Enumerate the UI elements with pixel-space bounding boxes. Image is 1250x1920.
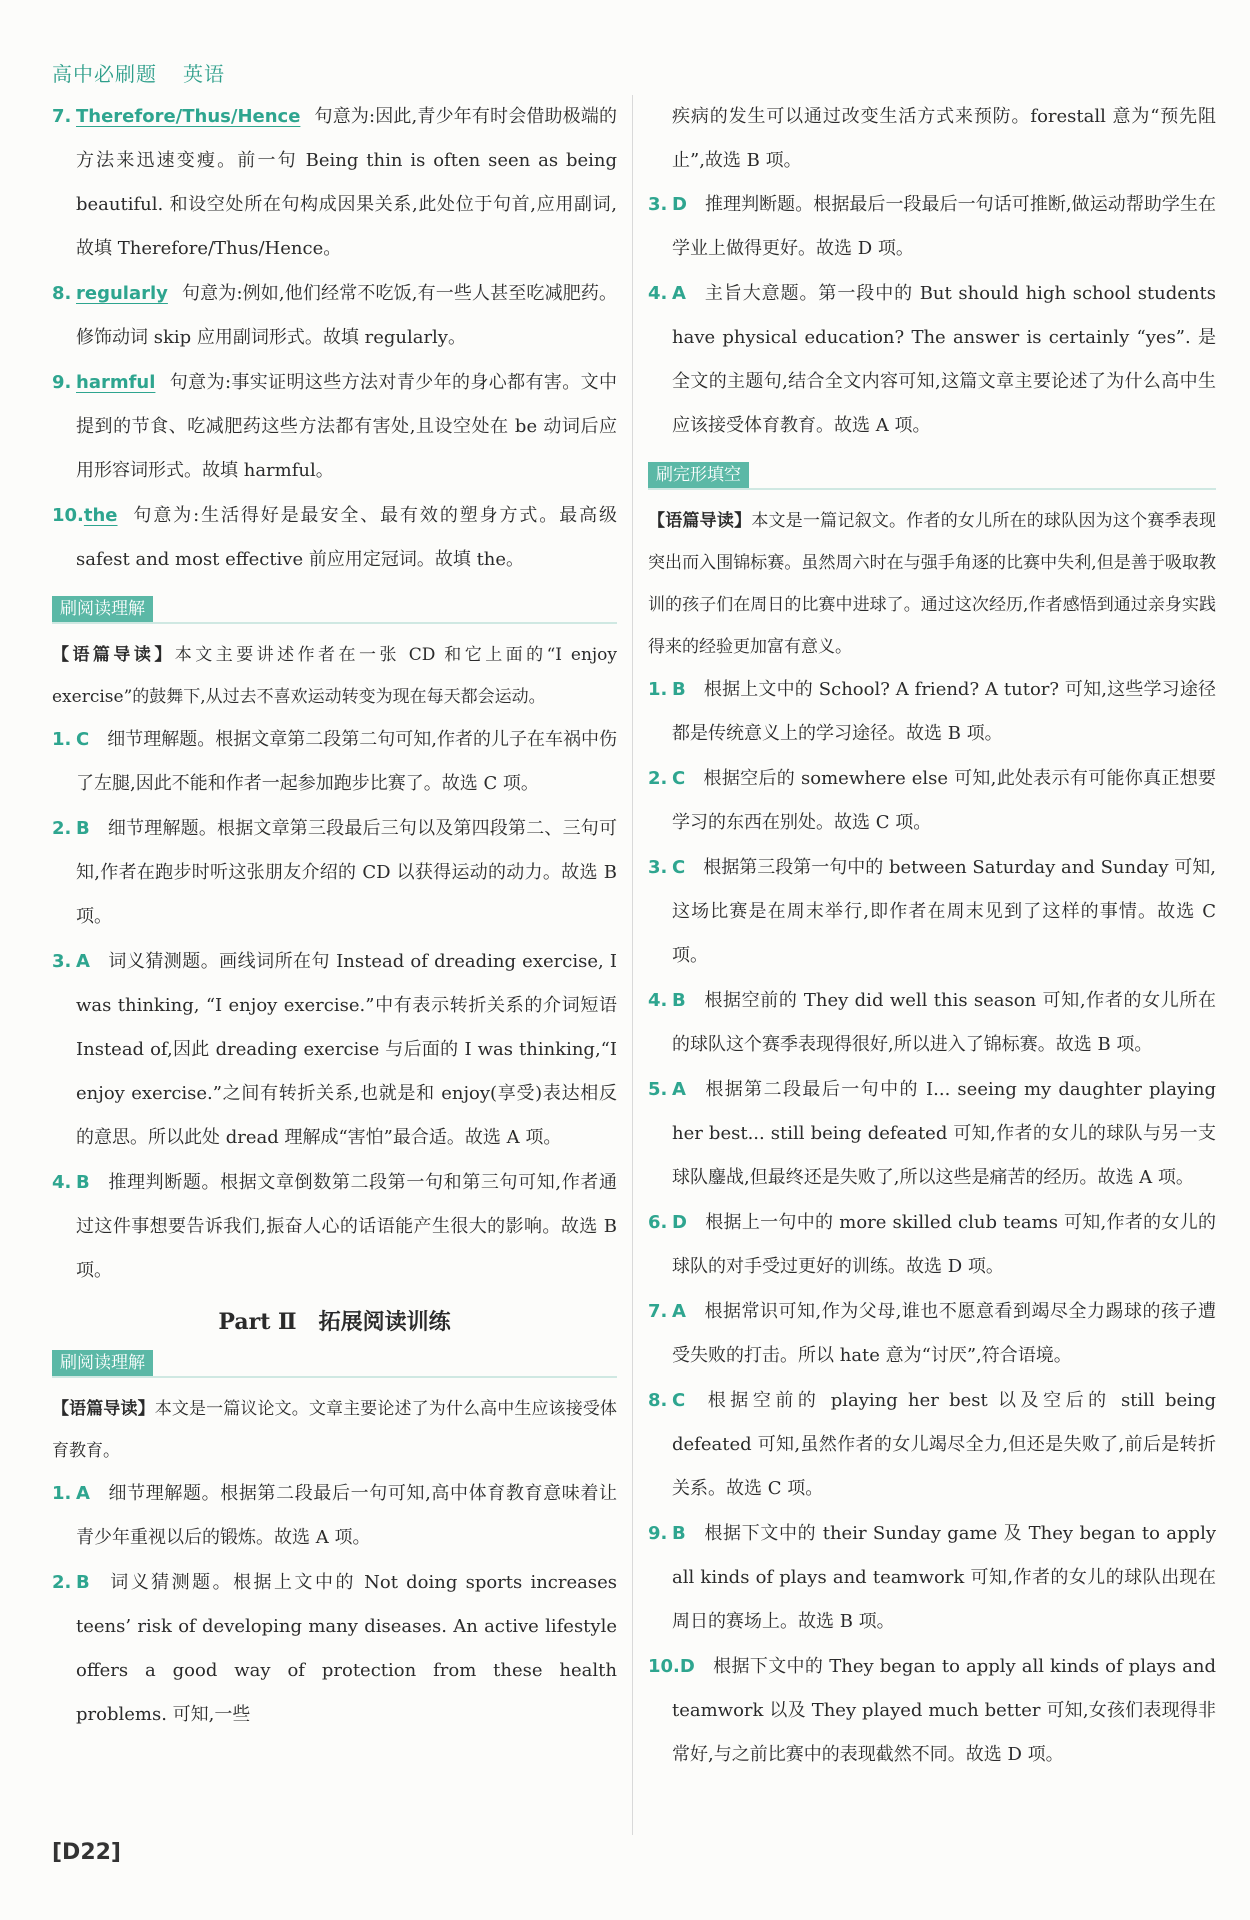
answer-item bbox=[648, 668, 1216, 756]
explanation: 句意为:因此,青少年有时会借助极端的方法来迅速变瘦。前一句 Being thin is often seen as being beautiful. 和设空处所在句构成因果关系,此处位于句首,应用副词,故填 Therefore/Thus/Hence。 bbox=[76, 106, 617, 259]
running-header bbox=[52, 58, 225, 87]
explanation: 句意为:生活得好是最安全、最有效的塑身方式。最高级 safest and most effective 前应用定冠词。故填 the。 bbox=[76, 505, 617, 570]
item-number: 8. bbox=[52, 283, 72, 304]
guide-text: 本文是一篇议论文。文章主要论述了为什么高中生应该接受体育教育。 bbox=[52, 1399, 617, 1461]
item-number: 7. bbox=[52, 106, 72, 127]
explanation: 根据空前的 playing her best 以及空后的 still being defeated 可知,虽然作者的女儿竭尽全力,但还是失败了,前后是转折关系。故选 C 项。 bbox=[672, 1390, 1216, 1499]
answer-letter: B bbox=[76, 1572, 90, 1593]
continued-text: 疾病的发生可以通过改变生活方式来预防。forestall 意为“预先阻止”,故选 B 项。 bbox=[672, 106, 1216, 171]
answer-item bbox=[52, 494, 617, 582]
item-number: 8. bbox=[648, 1390, 668, 1411]
answer-letter: A bbox=[76, 1483, 90, 1504]
answer-text: regularly bbox=[76, 283, 168, 304]
explanation: 主旨大意题。第一段中的 But should high school students have physical education? The answer is certainly “yes”. 是全文的主题句,结合全文内容可知,这篇文章主要论述了为什么高中生应该接受体育教育。故选 A 项。 bbox=[672, 283, 1216, 436]
book-title: 高中必刷题 bbox=[52, 62, 157, 86]
explanation: 根据第三段第一句中的 between Saturday and Sunday 可知,这场比赛是在周末举行,即作者在周末见到了这样的事情。故选 C 项。 bbox=[672, 857, 1216, 966]
answer-item bbox=[648, 846, 1216, 978]
page-number: [D22] bbox=[52, 1840, 121, 1865]
answer-text: the bbox=[83, 505, 118, 526]
item-number: 3. bbox=[648, 857, 668, 878]
explanation: 句意为:事实证明这些方法对青少年的身心都有害。文中提到的节食、吃减肥药这些方法都有害处,且设空处在 be 动词后应用形容词形式。故填 harmful。 bbox=[76, 372, 617, 481]
item-number: 1. bbox=[648, 679, 668, 700]
item-number: 2. bbox=[648, 768, 668, 789]
answer-letter: B bbox=[76, 1172, 90, 1193]
answer-text: harmful bbox=[76, 372, 156, 393]
answer-letter: D bbox=[672, 1212, 687, 1233]
answer-item bbox=[52, 807, 617, 939]
answer-letter: A bbox=[672, 283, 686, 304]
section-label-cloze bbox=[648, 462, 1216, 490]
item-number: 4. bbox=[648, 283, 668, 304]
answer-item bbox=[648, 1645, 1216, 1777]
explanation: 推理判断题。根据文章倒数第二段第一句和第三句可知,作者通过这件事想要告诉我们,振奋人心的话语能产生很大的影响。故选 B 项。 bbox=[76, 1172, 617, 1281]
answer-item bbox=[52, 718, 617, 806]
answer-letter: B bbox=[672, 990, 686, 1011]
explanation: 根据空后的 somewhere else 可知,此处表示有可能你真正想要学习的东西在别处。故选 C 项。 bbox=[672, 768, 1216, 833]
answer-item bbox=[648, 1201, 1216, 1289]
answer-item bbox=[648, 757, 1216, 845]
explanation: 根据常识可知,作为父母,谁也不愿意看到竭尽全力踢球的孩子遭受失败的打击。所以 hate 意为“讨厌”,符合语境。 bbox=[672, 1301, 1216, 1366]
item-number: 1. bbox=[52, 1483, 72, 1504]
item-number: 1. bbox=[52, 729, 72, 750]
item-number: 3. bbox=[52, 951, 72, 972]
answer-item bbox=[52, 940, 617, 1160]
answer-item bbox=[648, 272, 1216, 448]
section-label-text: 刷完形填空 bbox=[648, 462, 749, 488]
section-label-reading bbox=[52, 1350, 617, 1378]
answer-letter: B bbox=[672, 679, 686, 700]
answer-letter: C bbox=[672, 768, 686, 789]
answer-letter: C bbox=[672, 1390, 686, 1411]
answer-item bbox=[52, 1161, 617, 1293]
item-number: 9. bbox=[648, 1523, 668, 1544]
answer-item bbox=[648, 1290, 1216, 1378]
answer-text: Therefore/Thus/Hence bbox=[76, 106, 301, 127]
answer-item bbox=[648, 979, 1216, 1067]
answer-letter: D bbox=[672, 194, 687, 215]
item-number: 4. bbox=[648, 990, 668, 1011]
answer-letter: A bbox=[76, 951, 90, 972]
item-number: 2. bbox=[52, 818, 72, 839]
explanation: 根据上一句中的 more skilled club teams 可知,作者的女儿的球队的对手受过更好的训练。故选 D 项。 bbox=[672, 1212, 1216, 1277]
answer-item bbox=[52, 361, 617, 493]
answer-item bbox=[52, 1561, 617, 1737]
part-title: Part Ⅱ 拓展阅读训练 bbox=[218, 1309, 451, 1335]
item-number: 9. bbox=[52, 372, 72, 393]
answer-letter: A bbox=[672, 1301, 686, 1322]
explanation: 词义猜测题。根据上文中的 Not doing sports increases teens’ risk of developing many diseases. An active lifestyle offers a good way of protection from these health problems. 可知,一些 bbox=[76, 1572, 617, 1725]
answer-letter: C bbox=[672, 857, 686, 878]
guide-label: 【语篇导读】 bbox=[52, 1399, 155, 1419]
answer-item bbox=[648, 1379, 1216, 1511]
answer-letter: D bbox=[679, 1656, 695, 1677]
section-label-reading bbox=[52, 596, 617, 624]
guide-label: 【语篇导读】 bbox=[52, 645, 175, 665]
item-number: 10. bbox=[648, 1656, 680, 1677]
answer-item bbox=[52, 1472, 617, 1560]
explanation: 根据下文中的 their Sunday game 及 They began to apply all kinds of plays and teamwork 可知,作者的女儿的球队出现在周日的赛场上。故选 B 项。 bbox=[672, 1523, 1216, 1632]
guide-text: 本文是一篇记叙文。作者的女儿所在的球队因为这个赛季表现突出而入围锦标赛。虽然周六时在与强手角逐的比赛中失利,但是善于吸取教训的孩子们在周日的比赛中进球了。通过这次经历,作者感悟到通过亲身实践得来的经验更加富有意义。 bbox=[648, 511, 1216, 657]
column-divider bbox=[632, 95, 633, 1835]
explanation: 细节理解题。根据文章第三段最后三句以及第四段第二、三句可知,作者在跑步时听这张朋友介绍的 CD 以获得运动的动力。故选 B 项。 bbox=[76, 818, 617, 927]
right-column bbox=[648, 95, 1216, 1778]
left-column bbox=[52, 95, 617, 1738]
explanation: 根据上文中的 School? A friend? A tutor? 可知,这些学习途径都是传统意义上的学习途径。故选 B 项。 bbox=[672, 679, 1216, 744]
item-number: 10. bbox=[52, 505, 84, 526]
answer-letter: B bbox=[672, 1523, 686, 1544]
explanation: 根据下文中的 They began to apply all kinds of plays and teamwork 以及 They played much better 可知,女孩们表现得非常好,与之前比赛中的表现截然不同。故选 D 项。 bbox=[672, 1656, 1216, 1765]
subject-title: 英语 bbox=[183, 62, 225, 86]
answer-item bbox=[648, 1512, 1216, 1644]
item-number: 4. bbox=[52, 1172, 72, 1193]
explanation: 句意为:例如,他们经常不吃饭,有一些人甚至吃减肥药。修饰动词 skip 应用副词形式。故填 regularly。 bbox=[76, 283, 617, 348]
answer-letter: C bbox=[76, 729, 90, 750]
answer-item bbox=[52, 95, 617, 271]
section-label-text: 刷阅读理解 bbox=[52, 596, 153, 622]
passage-guide bbox=[648, 500, 1216, 668]
item-number: 2. bbox=[52, 1572, 72, 1593]
answer-item bbox=[648, 1068, 1216, 1200]
item-number: 3. bbox=[648, 194, 668, 215]
answer-letter: A bbox=[672, 1079, 686, 1100]
item-number: 6. bbox=[648, 1212, 668, 1233]
answer-letter: B bbox=[76, 818, 90, 839]
explanation: 词义猜测题。画线词所在句 Instead of dreading exercise, I was thinking, “I enjoy exercise.”中有表示转折关系的介词短语 Instead of,因此 dreading exercise 与后面的 I was thinking,“I enjoy exercise.”之间有转折关系,也就是和 enjoy(享受)表达相反的意思。所以此处 dread 理解成“害怕”最合适。故选 A 项。 bbox=[76, 951, 617, 1148]
answer-item bbox=[648, 183, 1216, 271]
explanation: 细节理解题。根据文章第二段第二句可知,作者的儿子在车祸中伤了左腿,因此不能和作者一起参加跑步比赛了。故选 C 项。 bbox=[76, 729, 617, 794]
explanation: 根据第二段最后一句中的 I... seeing my daughter playing her best... still being defeated 可知,作者的女儿的球队与另一支球队鏖战,但最终还是失败了,所以这些是痛苦的经历。故选 A 项。 bbox=[672, 1079, 1216, 1188]
section-label-text: 刷阅读理解 bbox=[52, 1350, 153, 1376]
explanation: 推理判断题。根据最后一段最后一句话可推断,做运动帮助学生在学业上做得更好。故选 D 项。 bbox=[672, 194, 1216, 259]
explanation: 细节理解题。根据第二段最后一句可知,高中体育教育意味着让青少年重视以后的锻炼。故选 A 项。 bbox=[76, 1483, 617, 1548]
guide-text: 本文主要讲述作者在一张 CD 和它上面的“I enjoy exercise”的鼓舞下,从过去不喜欢运动转变为现在每天都会运动。 bbox=[52, 645, 618, 707]
item-number: 5. bbox=[648, 1079, 668, 1100]
passage-guide bbox=[52, 634, 617, 718]
item-number: 7. bbox=[648, 1301, 668, 1322]
passage-guide bbox=[52, 1388, 617, 1472]
explanation: 根据空前的 They did well this season 可知,作者的女儿所在的球队这个赛季表现得很好,所以进入了锦标赛。故选 B 项。 bbox=[672, 990, 1216, 1055]
guide-label: 【语篇导读】 bbox=[648, 511, 752, 531]
answer-item bbox=[52, 272, 617, 360]
